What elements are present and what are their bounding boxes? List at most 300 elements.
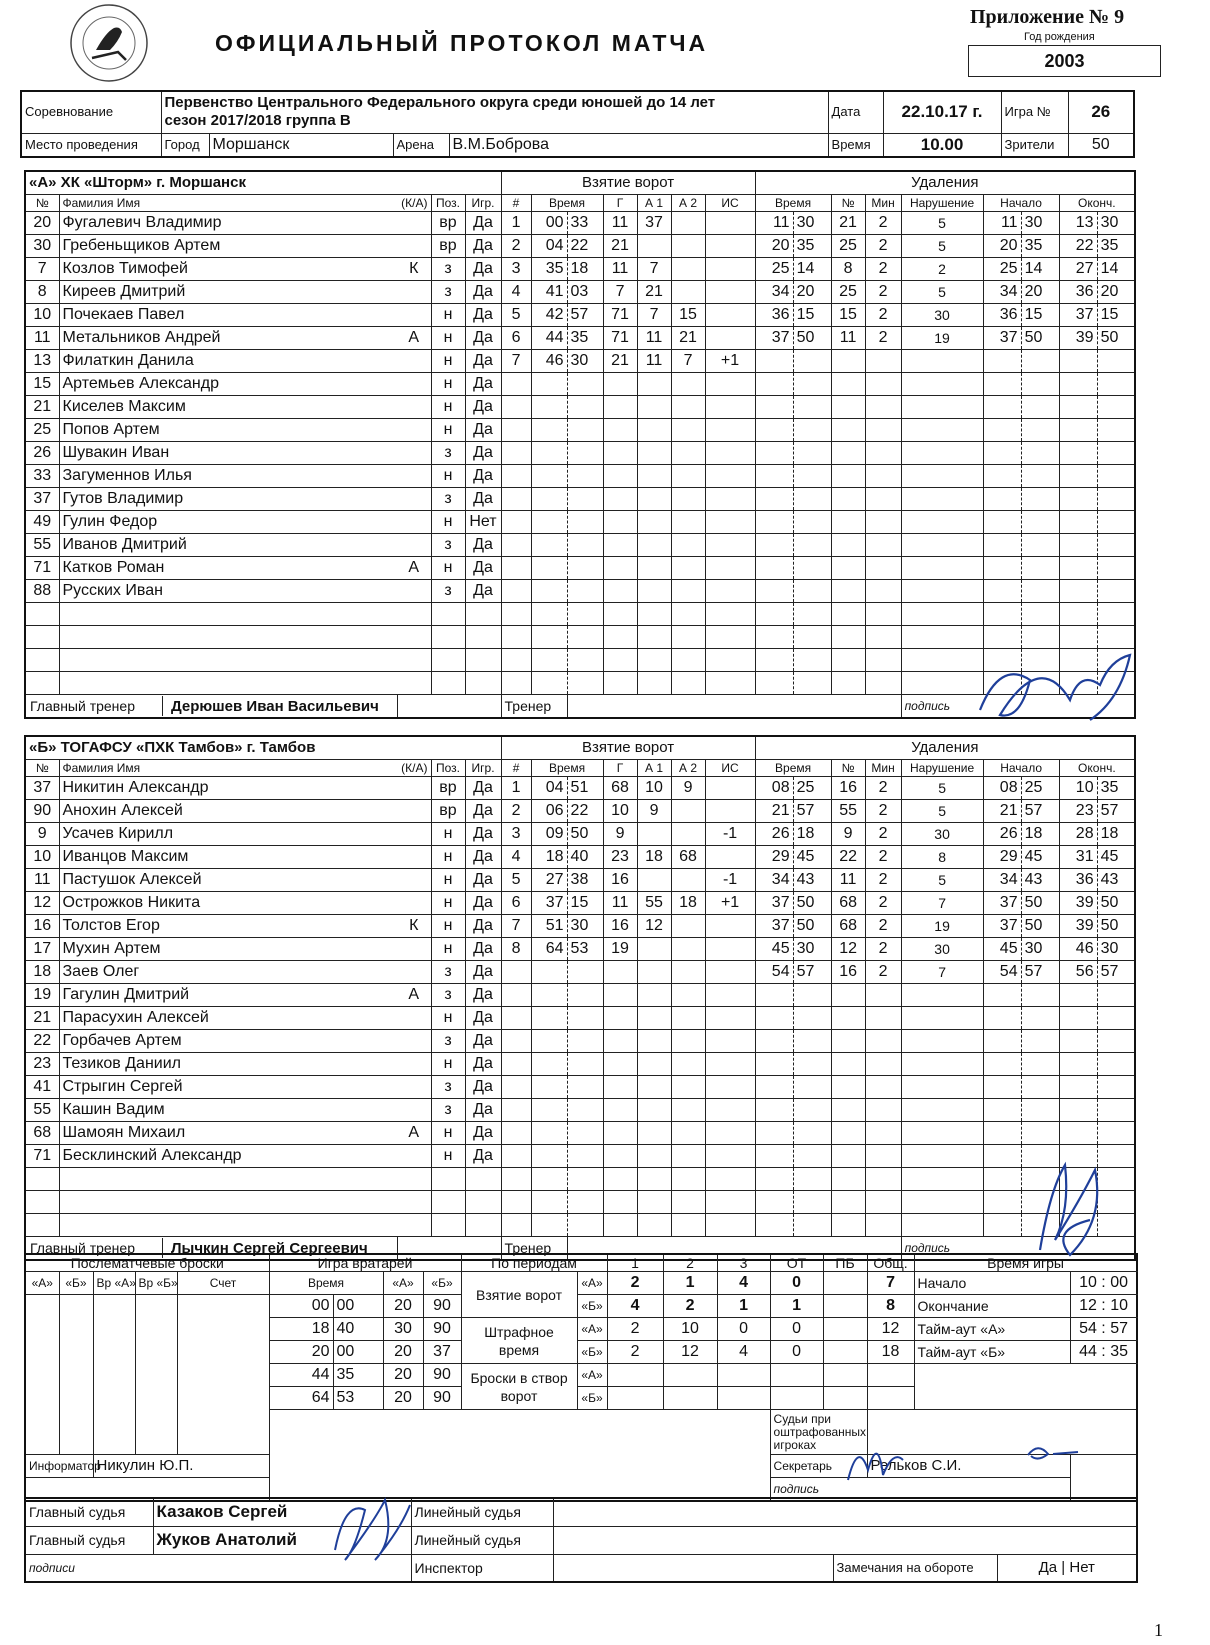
penalty-empty-cell [901,419,983,442]
goal-empty-cell [501,465,531,488]
player-role [397,823,431,846]
goal-empty-cell [671,1053,705,1076]
penalty-empty-cell [831,419,865,442]
player-role [397,938,431,961]
col-header-no: № [25,760,59,777]
player-row [25,915,1135,938]
player-played: Да [465,1076,501,1099]
goal-empty-cell [637,1191,671,1214]
penalty-empty-cell [865,603,901,626]
team-b-title: «Б» ТОГАФСУ «ПХК Тамбов» г. Тамбов [25,736,501,760]
goal-scorer: 11 [603,892,637,915]
penalty-empty-cell [755,350,793,373]
player-played: Да [465,557,501,580]
goal-empty-cell [705,557,755,580]
goalie-time-min: 20 [269,1341,333,1364]
penalty-empty-cell [793,672,831,695]
goalie-a: 20 [383,1364,423,1387]
penalty-end-minute: 28 [1059,823,1097,846]
goal-minute: 51 [531,915,567,938]
goal-empty-cell [705,580,755,603]
goal-empty-cell [567,1122,603,1145]
player-played: Да [465,534,501,557]
penalty-empty-cell [901,511,983,534]
penalty-empty-cell [901,396,983,419]
goal-empty-cell [531,1053,567,1076]
spectators-label: Зрители [1001,133,1068,157]
penalty-empty-cell [793,396,831,419]
player-position: вр [431,777,465,800]
player-role [397,396,431,419]
player-number: 15 [25,373,59,396]
goal-empty-cell [531,1145,567,1168]
period-col-3: 3 [717,1254,770,1272]
spectators-value: 50 [1068,133,1134,157]
player-row [25,846,1135,869]
player-played: Да [465,938,501,961]
player-number: 55 [25,534,59,557]
player-role [397,373,431,396]
penalty-empty-cell [755,626,793,649]
penalty-empty-cell [1059,488,1097,511]
player-played [465,649,501,672]
competition-cell [161,91,828,133]
goal-empty-cell [603,1168,637,1191]
goal-empty-cell [501,1122,531,1145]
penalty-empty-cell [865,1168,901,1191]
goal-strength [705,327,755,350]
remarks-choice [997,1554,1137,1582]
penalty-empty-cell [793,984,831,1007]
penalty-empty-cell [755,1214,793,1237]
goal-empty-cell [567,1214,603,1237]
penalty-empty-cell [1021,557,1059,580]
penalty-empty-cell [865,419,901,442]
player-played: Да [465,419,501,442]
penalty-empty-cell [1097,1122,1135,1145]
goal-assist-2: 7 [671,350,705,373]
goalie-time-sec: 00 [333,1341,383,1364]
player-row [25,580,1135,603]
goal-empty-cell [637,649,671,672]
player-number: 17 [25,938,59,961]
player-played [465,603,501,626]
remarks-label: Замечания на обороте [833,1554,997,1582]
player-position: з [431,281,465,304]
player-role: А [397,557,431,580]
birth-year-label: Год рождения [1024,31,1095,43]
goal-empty-cell [671,419,705,442]
periods-label: По периодам [461,1254,607,1272]
penalty-empty-cell [901,373,983,396]
penalty-empty-cell [831,442,865,465]
player-position [431,603,465,626]
goalies-col-time: Время [269,1272,383,1295]
period-col-ot: ОТ [770,1254,823,1272]
penalty-end-second: 45 [1097,846,1135,869]
player-row [25,350,1135,373]
goal-empty-cell [637,373,671,396]
goal-empty-cell [671,465,705,488]
goal-empty-cell [567,1053,603,1076]
goalie-time-min: 00 [269,1295,333,1318]
penalty-empty-cell [755,1168,793,1191]
penalty-empty-cell [755,442,793,465]
goal-empty-cell [637,1076,671,1099]
player-role: А [397,327,431,350]
player-played: Да [465,846,501,869]
penalty-end-minute: 23 [1059,800,1097,823]
penalty-second: 20 [793,281,831,304]
penalty-empty-cell [983,488,1021,511]
goal-assist-2 [671,823,705,846]
penalty-empty-cell [865,984,901,1007]
secretary-value: Рельков С.И. [867,1455,1070,1478]
goal-strength: -1 [705,869,755,892]
start-min: 10 [1079,1274,1097,1291]
head-coach-name: Дерюшев Иван Васильевич [171,697,379,715]
penalty-empty-cell [831,534,865,557]
goalie-time-min: 18 [269,1318,333,1341]
penalty-start-second: 18 [1021,823,1059,846]
penalty-empty-cell [793,350,831,373]
goal-empty-cell [637,1030,671,1053]
goal-empty-cell [705,649,755,672]
player-name: Шувакин Иван [59,442,397,465]
penalty-empty-cell [755,984,793,1007]
pim-team-a: «А» [577,1318,607,1341]
penalty-minute: 21 [755,800,793,823]
player-role [397,1145,431,1168]
period-col-so: ПБ [823,1254,867,1272]
shots-b-cell [867,1387,914,1410]
player-role [397,511,431,534]
goal-empty-cell [603,1030,637,1053]
col-header-a2: А 2 [671,760,705,777]
goalie-b: 90 [423,1364,461,1387]
penalty-empty-cell [865,1122,901,1145]
penalty-empty-cell [901,1122,983,1145]
player-position: н [431,892,465,915]
penalty-end-second: 30 [1097,212,1135,235]
penalty-empty-cell [755,534,793,557]
penalty-empty-cell [755,1099,793,1122]
penalty-empty-cell [831,649,865,672]
player-number: 20 [25,212,59,235]
goal-strength [705,212,755,235]
game-no-value: 26 [1068,91,1134,133]
goal-assist-2 [671,258,705,281]
player-position: н [431,327,465,350]
penalty-empty-cell [831,557,865,580]
goal-empty-cell [671,557,705,580]
goal-empty-cell [671,984,705,1007]
col-header-a1: А 1 [637,760,671,777]
goal-empty-cell [603,419,637,442]
player-position: н [431,1122,465,1145]
penalty-empty-cell [865,488,901,511]
penalty-start-minute: 25 [983,258,1021,281]
goal-scorer: 71 [603,327,637,350]
goal-empty-cell [637,1145,671,1168]
goal-empty-cell [603,984,637,1007]
player-role [397,534,431,557]
goal-empty-cell [603,373,637,396]
penalty-infraction: 5 [901,800,983,823]
player-role [397,1030,431,1053]
goal-number: 2 [501,235,531,258]
penalty-empty-cell [755,465,793,488]
penalty-empty-cell [983,1122,1021,1145]
penalty-empty-cell [755,1030,793,1053]
goal-scorer: 68 [603,777,637,800]
penalty-empty-cell [983,1007,1021,1030]
penalty-empty-cell [1059,1076,1097,1099]
penalty-player: 16 [831,961,865,984]
goal-empty-cell [501,557,531,580]
officials-table [24,1497,1138,1583]
goal-empty-cell [637,465,671,488]
player-row [25,235,1135,258]
penalty-empty-cell [755,603,793,626]
goal-empty-cell [705,672,755,695]
goal-empty-cell [705,465,755,488]
player-number: 8 [25,281,59,304]
player-position: н [431,938,465,961]
shootout-cell-gk-b [135,1295,177,1455]
player-role [397,672,431,695]
penalty-empty-cell [1021,396,1059,419]
goal-empty-cell [567,603,603,626]
goal-second: 22 [567,235,603,258]
penalty-second: 35 [793,235,831,258]
col-header-min: Мин [865,760,901,777]
goal-empty-cell [603,1214,637,1237]
penalty-empty-cell [831,626,865,649]
end-sec: 10 [1110,1297,1128,1314]
goal-scorer: 16 [603,915,637,938]
player-role [397,350,431,373]
goal-minute: 44 [531,327,567,350]
penalty-second: 50 [793,327,831,350]
penalty-empty-cell [1021,534,1059,557]
player-row [25,1053,1135,1076]
penalty-empty-cell [755,419,793,442]
goal-empty-cell [567,1145,603,1168]
goal-empty-cell [705,1145,755,1168]
goal-empty-cell [637,672,671,695]
player-role [397,603,431,626]
coach-signature-label: подпись [901,1237,1135,1261]
penalty-empty-cell [755,1007,793,1030]
penalty-start-second: 57 [1021,800,1059,823]
penalty-second: 57 [793,800,831,823]
goal-empty-cell [531,626,567,649]
goal-empty-cell [671,1007,705,1030]
player-role [397,649,431,672]
goal-empty-cell [531,442,567,465]
team-a-title: «А» ХК «Шторм» г. Моршанск [25,171,501,195]
penalty-empty-cell [1097,1007,1135,1030]
period-col-total: Общ. [867,1254,914,1272]
summary-table [24,1253,1138,1502]
goal-number: 7 [501,915,531,938]
player-played: Да [465,327,501,350]
penalty-start-minute: 20 [983,235,1021,258]
goal-empty-cell [501,1214,531,1237]
goal-assist-2: 15 [671,304,705,327]
player-role [397,800,431,823]
shots-team-b: «Б» [577,1387,607,1410]
penalty-empty-cell [831,1214,865,1237]
player-position: вр [431,235,465,258]
penalty-empty-cell [1059,1007,1097,1030]
player-name: Усачев Кирилл [59,823,397,846]
goal-empty-cell [603,649,637,672]
penalty-empty-cell [983,1030,1021,1053]
goal-number: 6 [501,892,531,915]
penalty-minutes: 2 [865,777,901,800]
col-header-a2: А 2 [671,195,705,212]
shots-b-cell [823,1387,867,1410]
player-position: з [431,1076,465,1099]
penalty-empty-cell [1059,442,1097,465]
player-name: Козлов Тимофей [59,258,397,281]
goal-empty-cell [637,442,671,465]
player-row [25,603,1135,626]
player-role [397,892,431,915]
goal-empty-cell [603,1099,637,1122]
player-number [25,1168,59,1191]
goal-second: 51 [567,777,603,800]
penalty-second: 50 [793,915,831,938]
player-played: Да [465,580,501,603]
player-position: н [431,1145,465,1168]
player-row [25,984,1135,1007]
arena-label: Арена [393,133,449,157]
player-position [431,1168,465,1191]
penalty-minutes: 2 [865,892,901,915]
venue-label: Место проведения [21,133,161,157]
penalty-empty-cell [1097,465,1135,488]
goal-empty-cell [501,1053,531,1076]
penalty-empty-cell [983,603,1021,626]
penalty-end-second: 57 [1097,961,1135,984]
player-played: Да [465,869,501,892]
penalty-infraction: 2 [901,258,983,281]
penalty-empty-cell [865,511,901,534]
association-logo [68,2,150,84]
penalty-start-second: 20 [1021,281,1059,304]
penalty-empty-cell [865,1076,901,1099]
team-b-section [24,735,1136,1261]
penalty-empty-cell [755,557,793,580]
penalty-empty-cell [755,1053,793,1076]
goal-minute: 04 [531,777,567,800]
penalty-start-second: 45 [1021,846,1059,869]
player-position: н [431,373,465,396]
penalty-empty-cell [983,1099,1021,1122]
appendix-label: Приложение № 9 [970,6,1125,28]
penalty-empty-cell [1097,511,1135,534]
penalty-second: 43 [793,869,831,892]
penalty-empty-cell [1059,984,1097,1007]
player-row [25,373,1135,396]
goal-scorer: 9 [603,823,637,846]
player-row [25,212,1135,235]
goal-empty-cell [671,1099,705,1122]
referee-signatures [325,1490,415,1570]
goal-empty-cell [671,534,705,557]
team-a-table [24,170,1136,719]
player-played: Да [465,823,501,846]
penalty-empty-cell [1021,603,1059,626]
goal-empty-cell [531,1191,567,1214]
game-time-blank [914,1364,1137,1410]
player-role [397,1076,431,1099]
penalty-empty-cell [865,442,901,465]
penalty-empty-cell [831,1076,865,1099]
penalty-empty-cell [1021,511,1059,534]
end-label: Окончание [914,1295,1070,1318]
penalty-end-minute: 10 [1059,777,1097,800]
player-position: н [431,350,465,373]
penalty-player: 21 [831,212,865,235]
penalty-empty-cell [1097,1099,1135,1122]
shots-b-cell [770,1387,823,1410]
player-position: н [431,511,465,534]
goal-assist-1: 11 [637,350,671,373]
penalty-empty-cell [1021,1053,1059,1076]
goal-assist-2 [671,800,705,823]
shots-a-cell [717,1364,770,1387]
goal-empty-cell [671,603,705,626]
goal-number: 1 [501,212,531,235]
penalty-end-minute: 39 [1059,915,1097,938]
penalty-empty-cell [793,1076,831,1099]
goal-empty-cell [567,373,603,396]
player-role [397,869,431,892]
signatures-label: подписи [25,1554,411,1582]
player-position: н [431,396,465,419]
goal-empty-cell [603,511,637,534]
goal-empty-cell [501,626,531,649]
goal-empty-cell [501,1076,531,1099]
goal-empty-cell [531,419,567,442]
player-played: Да [465,800,501,823]
penalty-empty-cell [755,1076,793,1099]
goal-empty-cell [567,1007,603,1030]
player-played: Да [465,984,501,1007]
player-position: н [431,465,465,488]
penalty-minute: 08 [755,777,793,800]
player-position [431,649,465,672]
player-name: Мухин Артем [59,938,397,961]
penalty-empty-cell [1021,984,1059,1007]
penalty-player: 15 [831,304,865,327]
head-coach-label: Главный тренер [26,1238,163,1258]
player-row [25,304,1135,327]
goal-assist-1: 7 [637,258,671,281]
player-number: 26 [25,442,59,465]
penalty-empty-cell [901,1145,983,1168]
penalty-empty-cell [793,488,831,511]
goal-minute: 64 [531,938,567,961]
penalty-infraction: 7 [901,961,983,984]
penalty-second: 50 [793,892,831,915]
goal-empty-cell [567,488,603,511]
goal-empty-cell [603,1076,637,1099]
